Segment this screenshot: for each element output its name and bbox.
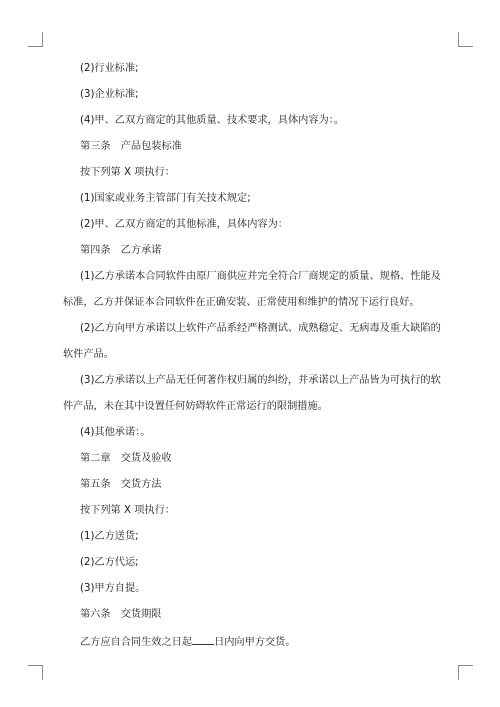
article-heading: 第三条 产品包装标准 (80, 141, 182, 152)
clause-text-after-blank: 日内向甲方交货。 (214, 637, 296, 648)
clause-line: (2)乙方代运; (80, 557, 139, 568)
clause-text-before-blank: 乙方应自合同生效之日起 (80, 637, 193, 648)
clause-line: (3)甲方自提。 (80, 583, 146, 594)
clause-line: (1)乙方送货; (80, 531, 139, 542)
clause-line: (1)乙方承诺本合同软件由原厂商供应并完全符合厂商规定的质量、规格、性能及 (80, 271, 441, 282)
article-heading: 第四条 乙方承诺 (80, 245, 162, 256)
clause-line: (4)其他承诺：。 (80, 427, 151, 438)
clause-line: (3)乙方承诺以上产品无任何著作权归属的纠纷，并承诺以上产品皆为可执行的软 (80, 375, 441, 386)
crop-mark-bottom-right (458, 665, 473, 680)
crop-mark-top-right (458, 32, 473, 47)
crop-mark-top-left (28, 32, 43, 47)
clause-line: (3)企业标准; (80, 89, 139, 100)
clause-line: 按下列第 X 项执行： (80, 505, 175, 516)
fill-in-blank (192, 634, 214, 645)
clause-line-continued: 标准，乙方并保证本合同软件在正确安装、正常使用和维护的情况下运行良好。 (63, 297, 420, 308)
clause-line: (2)行业标准; (80, 63, 139, 74)
article-heading: 第六条 交货期限 (80, 609, 162, 620)
crop-mark-bottom-left (28, 665, 43, 680)
clause-line-continued: 件产品，未在其中设置任何妨碍软件正常运行的限制措施。 (63, 401, 328, 412)
article-heading: 第五条 交货方法 (80, 479, 162, 490)
clause-line: 按下列第 X 项执行： (80, 167, 175, 178)
clause-line: (4)甲、乙双方商定的其他质量、技术要求，具体内容为：。 (80, 115, 345, 126)
clause-line-continued: 软件产品。 (63, 349, 114, 360)
clause-line (63, 634, 448, 649)
clause-line: (2)甲、乙双方商定的其他标准，具体内容为： (80, 219, 288, 230)
clause-line: (1)国家或业务主管部门有关技术规定; (80, 193, 251, 204)
clause-line: (2)乙方向甲方承诺以上软件产品系经严格测试、成熟稳定、无病毒及重大缺陷的 (80, 323, 441, 334)
chapter-heading: 第二章 交货及验收 (80, 453, 172, 464)
document-body (63, 62, 448, 649)
